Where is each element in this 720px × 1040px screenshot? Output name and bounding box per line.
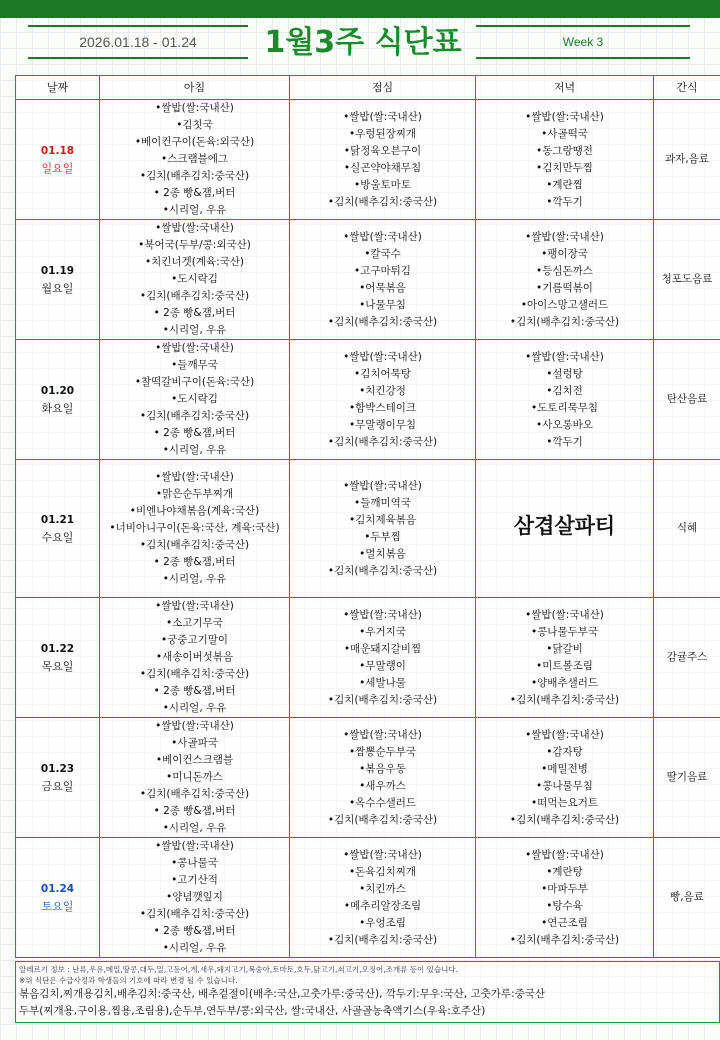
menu-item: •쌀밥(쌀:국내산)	[155, 471, 234, 483]
menu-item: •등심돈까스	[536, 264, 593, 277]
menu-item: •방울토마토	[354, 178, 411, 191]
lunch-cell	[290, 718, 476, 838]
menu-item: •김치(배추김치:중국산)	[327, 195, 438, 208]
menu-item: •김치제육볶음	[348, 513, 417, 526]
dinner-cell	[476, 100, 654, 220]
menu-item: •도시락김	[171, 273, 218, 285]
origin-info: 볶음김치,찌개용김치,배추김치:중국산, 배추겉절이(배추:국산,고춧가루:중국산), 깍두기:무우:국산, 고춧가루:중국산	[19, 988, 546, 1000]
divider-line	[28, 25, 248, 27]
menu-item: • 2종 빵&잼,버터	[153, 556, 236, 568]
date-label: 01.20	[40, 384, 75, 397]
date-cell	[16, 100, 100, 220]
menu-item: •김치(배추김치:중국산)	[139, 908, 250, 920]
table-row	[16, 340, 720, 460]
menu-item: •고구마튀김	[354, 264, 411, 277]
menu-item: •쌀밥(쌀:국내산)	[525, 728, 604, 741]
menu-item: • 2종 빵&잼,버터	[153, 685, 236, 697]
menu-item: •쌀밥(쌀:국내산)	[525, 848, 604, 861]
page-title: 1월3주 식단표	[264, 25, 462, 60]
menu-item: •시리얼, 우유	[162, 324, 227, 336]
snack-cell: 과자,음료	[654, 100, 720, 220]
week-label: Week 3	[562, 35, 604, 49]
menu-item: •탕수육	[546, 899, 583, 912]
menu-item: •새송이버섯볶음	[155, 651, 234, 663]
menu-item: •김치(배추김치:중국산)	[327, 564, 438, 577]
menu-item: •짬뽕순두부국	[348, 745, 417, 758]
menu-item: •북어국(두부/콩:외국산)	[138, 239, 251, 251]
date-cell	[16, 598, 100, 718]
menu-item: •사골파국	[171, 737, 218, 749]
date-label: 01.18	[40, 144, 75, 157]
menu-item: •김치(배추김치:중국산)	[139, 410, 250, 422]
table-row	[16, 460, 720, 598]
weekday-label: 일요일	[41, 161, 74, 175]
weekday-label: 화요일	[41, 401, 74, 415]
special-event-label: 삼겹살파티	[513, 514, 616, 538]
menu-item: •사오롱바오	[536, 418, 593, 431]
menu-item: •콩나물무침	[536, 779, 593, 792]
dinner-cell	[476, 598, 654, 718]
menu-item: •새우까스	[359, 779, 406, 792]
menu-item: •비엔나야채볶음(계육:국산)	[129, 505, 260, 517]
menu-item: •너비아니구이(돈육:국산, 계육:국산)	[109, 522, 280, 534]
date-label: 01.22	[40, 642, 75, 655]
menu-item: •베이컨구이(돈육:외국산)	[134, 136, 255, 148]
footer-notes	[15, 961, 720, 1023]
menu-item: •시리얼, 우유	[162, 942, 227, 954]
snack-cell: 식혜	[654, 460, 720, 598]
column-header-lunch: 점심	[290, 76, 476, 100]
dinner-cell	[476, 220, 654, 340]
menu-item: •계란찜	[546, 178, 583, 191]
menu-item: •스크램블에그	[160, 153, 229, 165]
divider-line	[476, 57, 690, 59]
origin-info: 두부(찌개용,구이용,찜용,조림용),순두부,연두부/콩:외국산, 쌀:국내산, 사골골농축액기스(우육:호주산)	[19, 1005, 486, 1017]
menu-item: •소고기무국	[166, 617, 223, 629]
dinner-cell	[476, 460, 654, 598]
divider-line	[476, 25, 690, 27]
menu-item: •궁중고기말이	[160, 634, 229, 646]
menu-item: •아이스망고샐러드	[520, 298, 609, 311]
menu-item: •김치(배추김치:중국산)	[327, 933, 438, 946]
menu-item: •설렁탕	[546, 367, 583, 380]
menu-item: •쌀밥(쌀:국내산)	[155, 720, 234, 732]
menu-item: •쌀밥(쌀:국내산)	[525, 350, 604, 363]
menu-item: •시리얼, 우유	[162, 702, 227, 714]
menu-item: •칼국수	[364, 247, 401, 260]
menu-item: •쌀밥(쌀:국내산)	[343, 110, 422, 123]
menu-item: •김칫국	[176, 119, 213, 131]
table-header-row	[16, 76, 720, 100]
menu-item: •메밀전병	[541, 762, 588, 775]
menu-item: •김치(배추김치:중국산)	[139, 668, 250, 680]
breakfast-cell	[100, 598, 290, 718]
menu-item: •떠먹는요거트	[530, 796, 599, 809]
menu-item: •치킨까스	[359, 882, 406, 895]
snack-cell: 빵,음료	[654, 838, 720, 958]
menu-item: •양배추샐러드	[530, 676, 599, 689]
menu-item: •김치(배추김치:중국산)	[327, 315, 438, 328]
menu-item: •닭갈비	[546, 642, 583, 655]
dinner-cell	[476, 718, 654, 838]
menu-item: •쌀밥(쌀:국내산)	[525, 608, 604, 621]
menu-item: •김치어묵탕	[354, 367, 411, 380]
snack-cell: 청포도음료	[654, 220, 720, 340]
menu-item: • 2종 빵&잼,버터	[153, 307, 236, 319]
table-row	[16, 598, 720, 718]
menu-item: •도토리묵무침	[530, 401, 599, 414]
breakfast-cell	[100, 100, 290, 220]
date-cell	[16, 838, 100, 958]
allergy-info: 알레르기 정보 : 난류,우유,메밀,땅콩,대두,밀,고등어,게,새우,돼지고기,복숭아,토마토,호두,닭고기,쇠고기,오징어,조개류 등이 있습니다.	[19, 965, 458, 974]
menu-item: •콩나물국	[171, 857, 218, 869]
menu-item: •무말랭이	[359, 659, 406, 672]
breakfast-cell	[100, 220, 290, 340]
menu-item: •미트볼조림	[536, 659, 593, 672]
menu-item: •쌀밥(쌀:국내산)	[343, 479, 422, 492]
menu-item: •어묵볶음	[359, 281, 406, 294]
menu-item: •나물무침	[359, 298, 406, 311]
menu-item: •팽이장국	[541, 247, 588, 260]
date-label: 01.21	[40, 513, 75, 526]
column-header-breakfast: 아침	[100, 76, 290, 100]
menu-item: •깍두기	[546, 195, 583, 208]
menu-item: •시리얼, 우유	[162, 444, 227, 456]
menu-item: •실곤약야채무침	[343, 161, 422, 174]
date-cell	[16, 220, 100, 340]
snack-cell: 딸기음료	[654, 718, 720, 838]
menu-item: •치킨강정	[359, 384, 406, 397]
menu-item: •우거지국	[359, 625, 406, 638]
menu-item: •쌀밥(쌀:국내산)	[525, 230, 604, 243]
snack-cell: 탄산음료	[654, 340, 720, 460]
top-accent-bar	[0, 0, 720, 18]
date-cell	[16, 340, 100, 460]
lunch-cell	[290, 838, 476, 958]
menu-item: •세발나물	[359, 676, 406, 689]
table-row	[16, 718, 720, 838]
menu-item: •마파두부	[541, 882, 588, 895]
menu-item: • 2종 빵&잼,버터	[153, 805, 236, 817]
date-label: 01.19	[40, 264, 75, 277]
menu-item: •연근조림	[541, 916, 588, 929]
menu-item: •쌀밥(쌀:국내산)	[343, 230, 422, 243]
table-row	[16, 100, 720, 220]
menu-item: • 2종 빵&잼,버터	[153, 925, 236, 937]
menu-item: •김치(배추김치:중국산)	[139, 539, 250, 551]
lunch-cell	[290, 220, 476, 340]
weekday-label: 금요일	[41, 779, 74, 793]
menu-item: •쌀밥(쌀:국내산)	[155, 102, 234, 114]
menu-item: •도시락김	[171, 393, 218, 405]
menu-item: •무말랭이무침	[348, 418, 417, 431]
menu-item: •쌀밥(쌀:국내산)	[343, 848, 422, 861]
menu-item: •김치(배추김치:중국산)	[139, 170, 250, 182]
menu-item: •쌀밥(쌀:국내산)	[155, 222, 234, 234]
date-label: 01.24	[40, 882, 75, 895]
menu-item: •찰떡갈비구이(돈육:국산)	[134, 376, 255, 388]
date-cell	[16, 460, 100, 598]
menu-item: •사골떡국	[541, 127, 588, 140]
table-row	[16, 220, 720, 340]
breakfast-cell	[100, 718, 290, 838]
menu-item: •두부찜	[364, 530, 401, 543]
menu-item: •멸치볶음	[359, 547, 406, 560]
table-row	[16, 838, 720, 958]
column-header-date: 날짜	[16, 76, 100, 100]
menu-item: •김치(배추김치:중국산)	[327, 813, 438, 826]
menu-item: •동그랑땡전	[536, 144, 593, 157]
lunch-cell	[290, 100, 476, 220]
menu-item: • 2종 빵&잼,버터	[153, 187, 236, 199]
menu-item: • 2종 빵&잼,버터	[153, 427, 236, 439]
meal-table	[15, 75, 720, 958]
menu-item: •들깨미역국	[354, 496, 411, 509]
weekday-label: 수요일	[41, 530, 74, 544]
menu-item: •쌀밥(쌀:국내산)	[155, 840, 234, 852]
menu-item: •김치(배추김치:중국산)	[509, 813, 620, 826]
menu-item: •깍두기	[546, 435, 583, 448]
menu-item: •볶음우동	[359, 762, 406, 775]
menu-item: •양념깻잎지	[166, 891, 223, 903]
menu-item: •돈육김치찌개	[348, 865, 417, 878]
menu-item: •감자탕	[546, 745, 583, 758]
menu-item: •김치(배추김치:중국산)	[509, 933, 620, 946]
menu-item: •시리얼, 우유	[162, 204, 227, 216]
menu-item: •콩나물두부국	[530, 625, 599, 638]
menu-item: •김치전	[546, 384, 583, 397]
menu-item: •기름떡볶이	[536, 281, 593, 294]
lunch-cell	[290, 340, 476, 460]
menu-item: •김치(배추김치:중국산)	[139, 788, 250, 800]
menu-item: •우엉조림	[359, 916, 406, 929]
dinner-cell	[476, 340, 654, 460]
date-cell	[16, 718, 100, 838]
date-range: 2026.01.18 - 01.24	[79, 34, 197, 50]
menu-item: •쌀밥(쌀:국내산)	[343, 728, 422, 741]
menu-item: •김치(배추김치:중국산)	[327, 435, 438, 448]
lunch-cell	[290, 598, 476, 718]
weekday-label: 월요일	[41, 281, 74, 295]
snack-cell: 감귤주스	[654, 598, 720, 718]
menu-item: •매운돼지갈비찜	[343, 642, 422, 655]
menu-item: •쌀밥(쌀:국내산)	[155, 342, 234, 354]
menu-item: •닭정육오븐구이	[343, 144, 422, 157]
menu-item: •김치만두찜	[536, 161, 593, 174]
menu-item: •쌀밥(쌀:국내산)	[343, 350, 422, 363]
lunch-cell	[290, 460, 476, 598]
menu-item: •메추리알장조림	[343, 899, 422, 912]
menu-item: •계란탕	[546, 865, 583, 878]
menu-item: •김치(배추김치:중국산)	[509, 693, 620, 706]
menu-item: •옥수수샐러드	[348, 796, 417, 809]
menu-item: •시리얼, 우유	[162, 822, 227, 834]
menu-item: •김치(배추김치:중국산)	[139, 290, 250, 302]
menu-item: •시리얼, 우유	[162, 573, 227, 585]
menu-item: •베이컨스크램블	[155, 754, 234, 766]
column-header-dinner: 저녁	[476, 76, 654, 100]
menu-item: •치킨너겟(계육:국산)	[144, 256, 245, 268]
menu-item: •미니돈까스	[166, 771, 223, 783]
menu-item: •고기산적	[171, 874, 218, 886]
menu-item: •김치(배추김치:중국산)	[327, 693, 438, 706]
weekday-label: 목요일	[41, 659, 74, 673]
dinner-cell	[476, 838, 654, 958]
menu-item: •우렁된장찌개	[348, 127, 417, 140]
breakfast-cell	[100, 460, 290, 598]
change-notice: ※위 식단은 수급사정과 학생들의 기호에 따라 변경 될 수 있습니다.	[19, 976, 238, 985]
menu-item: •맑은순두부찌개	[155, 488, 234, 500]
menu-item: •들깨무국	[171, 359, 218, 371]
menu-item: •김치(배추김치:중국산)	[509, 315, 620, 328]
column-header-snack: 간식	[654, 76, 720, 100]
menu-item: •쌀밥(쌀:국내산)	[343, 608, 422, 621]
weekday-label: 토요일	[41, 899, 74, 913]
date-label: 01.23	[40, 762, 75, 775]
divider-line	[28, 57, 248, 59]
breakfast-cell	[100, 340, 290, 460]
menu-item: •함박스테이크	[348, 401, 417, 414]
breakfast-cell	[100, 838, 290, 958]
menu-item: •쌀밥(쌀:국내산)	[525, 110, 604, 123]
menu-item: •쌀밥(쌀:국내산)	[155, 600, 234, 612]
